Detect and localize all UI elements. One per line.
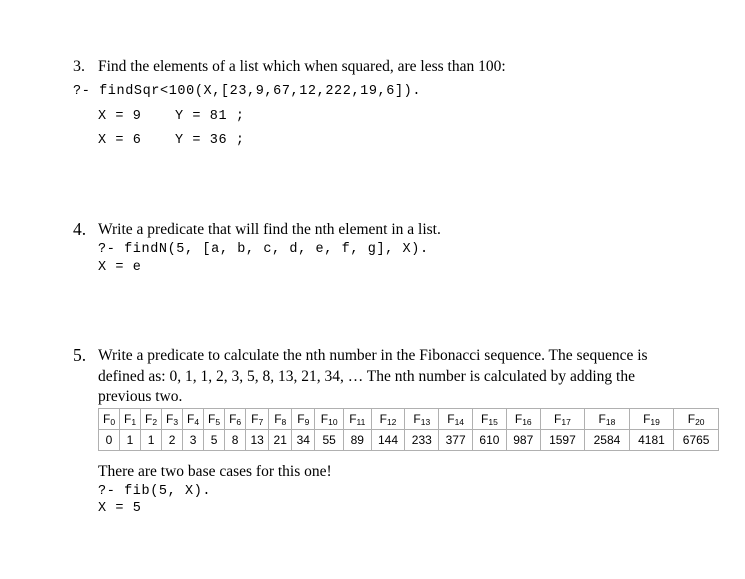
fib-index-cell (269, 409, 292, 430)
fib-value-cell: 5 (204, 430, 225, 451)
fib-value-cell: 2584 (585, 430, 630, 451)
fib-index-subscript: 0 (110, 416, 116, 427)
fib-index-subscript: 9 (304, 416, 310, 427)
fib-index-letter: F (349, 411, 357, 426)
fib-index-letter: F (123, 411, 132, 426)
fib-value-cell: 1597 (540, 430, 585, 451)
fib-index-cell (343, 409, 371, 430)
q4-text: Write a predicate that will find the nth element in a list. (98, 221, 441, 238)
fib-index-subscript: 14 (454, 416, 465, 427)
fib-index-cell (506, 409, 540, 430)
q3-result-1-y: Y = 81 ; (175, 109, 245, 124)
fib-index-subscript: 12 (386, 416, 397, 427)
fib-index-cell (674, 409, 719, 430)
fib-index-letter: F (598, 411, 606, 426)
q3-query: ?- findSqr<100(X,[23,9,67,12,222,19,6]). (73, 84, 422, 99)
fib-index-subscript: 3 (173, 416, 179, 427)
fib-value-cell: 89 (343, 430, 371, 451)
fib-index-subscript: 8 (281, 416, 287, 427)
fib-index-cell (292, 409, 315, 430)
q4-result: X = e (98, 260, 142, 275)
fib-index-subscript: 20 (695, 416, 705, 427)
fib-index-cell (629, 409, 674, 430)
fib-value-cell: 2 (162, 430, 183, 451)
fib-index-letter: F (251, 411, 259, 426)
fib-index-subscript: 15 (488, 416, 498, 427)
q5-result: X = 5 (98, 501, 142, 516)
fib-index-letter: F (187, 411, 195, 426)
fibonacci-index-row (99, 409, 719, 430)
fib-index-subscript: 13 (420, 416, 431, 427)
q3-result-1-x: X = 9 (98, 109, 142, 124)
fib-value-cell: 1 (141, 430, 162, 451)
fib-index-letter: F (145, 411, 153, 426)
fib-index-letter: F (514, 411, 523, 426)
q3-number: 3. (73, 58, 85, 75)
fib-index-cell (99, 409, 120, 430)
fib-value-cell: 1 (120, 430, 141, 451)
fib-value-cell: 8 (225, 430, 246, 451)
fib-value-cell: 233 (405, 430, 439, 451)
fib-index-cell (162, 409, 183, 430)
fib-value-cell: 610 (473, 430, 507, 451)
fib-index-cell (540, 409, 585, 430)
fib-index-letter: F (274, 411, 282, 426)
fibonacci-table (98, 408, 719, 451)
fib-value-cell: 3 (183, 430, 204, 451)
fib-index-subscript: 11 (356, 416, 366, 427)
fib-index-letter: F (413, 411, 421, 426)
fib-index-letter: F (643, 411, 651, 426)
fib-index-subscript: 5 (215, 416, 221, 427)
fib-index-subscript: 6 (236, 416, 242, 427)
fib-value-cell: 34 (292, 430, 315, 451)
fib-index-cell (473, 409, 507, 430)
fib-value-cell: 21 (269, 430, 292, 451)
q5-note: There are two base cases for this one! (98, 463, 332, 480)
fib-index-subscript: 7 (258, 416, 264, 427)
q5-query: ?- fib(5, X). (98, 484, 212, 499)
fib-value-cell: 0 (99, 430, 120, 451)
fib-value-cell: 55 (315, 430, 344, 451)
fib-index-letter: F (102, 411, 111, 426)
q5-text-line-3: previous two. (98, 388, 183, 405)
fib-value-cell: 377 (439, 430, 473, 451)
q3-result-2-y: Y = 36 ; (175, 133, 245, 148)
fib-value-cell: 144 (371, 430, 405, 451)
fib-index-letter: F (554, 411, 562, 426)
q4-number: 4. (73, 219, 87, 239)
fib-index-cell (371, 409, 405, 430)
fib-index-cell (225, 409, 246, 430)
fib-value-cell: 6765 (674, 430, 719, 451)
fib-index-cell (315, 409, 344, 430)
fib-value-cell: 4181 (629, 430, 674, 451)
fib-index-subscript: 17 (561, 416, 571, 427)
q5-text-line-1: Write a predicate to calculate the nth number in the Fibonacci sequence. The sequence is (98, 347, 648, 364)
fib-index-cell (204, 409, 225, 430)
fib-index-subscript: 18 (605, 416, 616, 427)
fib-index-subscript: 4 (194, 416, 200, 427)
fib-value-cell: 987 (506, 430, 540, 451)
fib-index-letter: F (447, 411, 455, 426)
fib-index-letter: F (297, 411, 305, 426)
fib-index-subscript: 1 (131, 416, 137, 427)
fib-index-letter: F (229, 411, 237, 426)
fib-index-cell (439, 409, 473, 430)
q5-text-line-2: defined as: 0, 1, 1, 2, 3, 5, 8, 13, 21, 34, … The nth number is calculated by adding the (98, 368, 635, 385)
fib-index-letter: F (481, 411, 489, 426)
fib-index-letter: F (320, 411, 329, 426)
fib-index-subscript: 2 (152, 416, 158, 427)
q4-query: ?- findN(5, [a, b, c, d, e, f, g], X). (98, 242, 429, 257)
fibonacci-value-row (99, 430, 719, 451)
fib-value-cell: 13 (246, 430, 269, 451)
fib-index-subscript: 19 (650, 416, 660, 427)
fib-index-cell (405, 409, 439, 430)
q5-number: 5. (73, 345, 87, 365)
fib-index-cell (183, 409, 204, 430)
fib-index-cell (120, 409, 141, 430)
fib-index-letter: F (166, 411, 174, 426)
fib-index-cell (246, 409, 269, 430)
fib-index-letter: F (379, 411, 387, 426)
fib-index-cell (141, 409, 162, 430)
fib-index-subscript: 10 (328, 416, 338, 427)
q3-result-2-x: X = 6 (98, 133, 142, 148)
fib-index-letter: F (208, 411, 216, 426)
fib-index-subscript: 16 (522, 416, 532, 427)
q3-text: Find the elements of a list which when squared, are less than 100: (98, 58, 506, 75)
fib-index-letter: F (687, 411, 696, 426)
fib-index-cell (585, 409, 630, 430)
